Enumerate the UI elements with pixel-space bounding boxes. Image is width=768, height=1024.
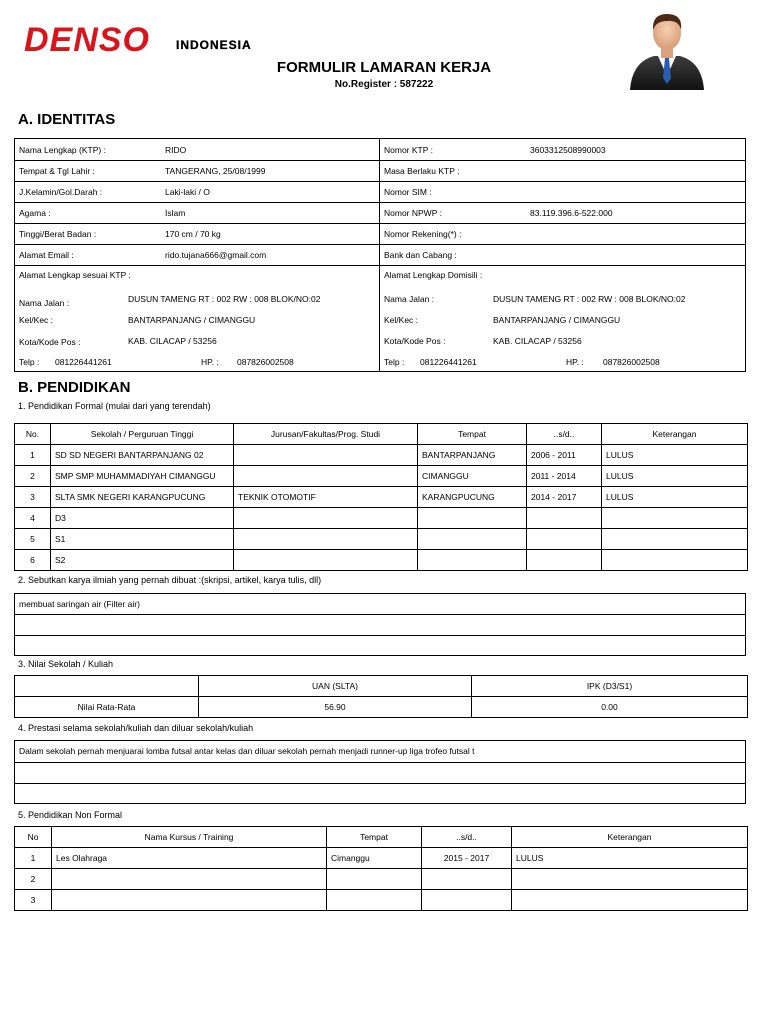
nilai-table — [14, 675, 748, 718]
identitas-label: Nama Lengkap (KTP) : — [19, 145, 106, 155]
karya-text: membuat saringan air (Filter air) — [19, 599, 140, 609]
table-cell — [234, 508, 418, 529]
form-title: FORMULIR LAMARAN KERJA — [276, 59, 492, 76]
table-cell: LULUS — [602, 466, 748, 487]
table-cell: 2006 - 2011 — [527, 445, 602, 466]
ktp-hp-label: HP. : — [201, 357, 219, 367]
table-cell: 5 — [15, 529, 51, 550]
domisili-kota-value: KAB. CILACAP / 53256 — [493, 336, 582, 346]
identitas-box — [14, 138, 746, 372]
identitas-label: Bank dan Cabang : — [384, 250, 457, 260]
table-cell — [527, 508, 602, 529]
identitas-label: Nomor KTP : — [384, 145, 433, 155]
identitas-label: Agama : — [19, 208, 51, 218]
table-header-row — [15, 827, 748, 848]
table-cell: TEKNIK OTOMOTIF — [234, 487, 418, 508]
identitas-label: Nomor NPWP : — [384, 208, 442, 218]
table-cell: LULUS — [602, 445, 748, 466]
domisili-telp-value: 081226441261 — [420, 357, 477, 367]
table-cell: CIMANGGU — [418, 466, 527, 487]
table-row — [15, 697, 748, 718]
table-row — [15, 487, 748, 508]
denso-logo: DENSO — [24, 21, 150, 59]
ktp-telp-label: Telp : — [19, 357, 40, 367]
table-cell — [602, 550, 748, 571]
table-cell — [422, 890, 512, 911]
table-row — [15, 890, 748, 911]
denso-logo-subtitle: INDONESIA — [176, 38, 252, 52]
table-cell — [234, 445, 418, 466]
identitas-value: rido.tujana666@gmail.com — [165, 250, 267, 260]
table-header-cell: No. — [15, 424, 51, 445]
ktp-hp-value: 087826002508 — [237, 357, 294, 367]
domisili-jalan-label: Nama Jalan : — [384, 294, 435, 304]
identitas-value: Islam — [165, 208, 186, 218]
businessman-avatar-icon — [628, 6, 706, 90]
table-header-cell: No — [15, 827, 52, 848]
table-cell: 6 — [15, 550, 51, 571]
prestasi-text: Dalam sekolah pernah menjuarai lomba futsal antar kelas dan diluar sekolah pernah menjadi runner-up liga trofeo futsal t — [19, 746, 475, 756]
table-cell — [234, 550, 418, 571]
table-header-cell: Keterangan — [512, 827, 748, 848]
table-header-cell: IPK (D3/S1) — [472, 676, 748, 697]
table-header-cell: Jurusan/Fakultas/Prog. Studi — [234, 424, 418, 445]
table-cell — [234, 466, 418, 487]
table-cell: BANTARPANJANG — [418, 445, 527, 466]
ktp-telp-value: 081226441261 — [55, 357, 112, 367]
domisili-kel-label: Kel/Kec : — [384, 315, 419, 325]
table-cell — [327, 890, 422, 911]
identitas-value: Laki-laki / O — [165, 187, 210, 197]
identitas-label: Nomor SIM : — [384, 187, 432, 197]
prestasi-box — [14, 740, 746, 804]
identitas-label: Nomor Rekening(*) : — [384, 229, 462, 239]
identitas-row — [15, 202, 745, 224]
nonformal-label: 5. Pendidikan Non Formal — [18, 810, 123, 820]
formal-label: 1. Pendidikan Formal (mulai dari yang terendah) — [18, 401, 211, 411]
table-header-cell: ..s/d.. — [422, 827, 512, 848]
table-cell: LULUS — [512, 848, 748, 869]
identitas-value: RIDO — [165, 145, 187, 155]
identitas-label: Tinggi/Berat Badan : — [19, 229, 97, 239]
domisili-address-heading: Alamat Lengkap Domisili : — [384, 270, 483, 280]
table-cell: Cimanggu — [327, 848, 422, 869]
table-cell — [418, 508, 527, 529]
identitas-row — [15, 160, 745, 182]
karya-box — [14, 593, 746, 656]
nonformal-education-table — [14, 826, 748, 911]
identitas-value: 83.119.396.6-522.000 — [530, 208, 613, 218]
table-cell — [602, 508, 748, 529]
identitas-row — [15, 244, 745, 266]
section-identitas-heading: A. IDENTITAS — [18, 111, 116, 128]
table-cell — [234, 529, 418, 550]
table-header-cell: Tempat — [418, 424, 527, 445]
table-row — [15, 466, 748, 487]
table-cell: 2011 - 2014 — [527, 466, 602, 487]
register-number: No.Register : 587222 — [334, 79, 434, 90]
table-row — [15, 508, 748, 529]
table-header-cell — [15, 676, 199, 697]
table-cell: Nilai Rata-Rata — [15, 697, 199, 718]
table-cell: SD SD NEGERI BANTARPANJANG 02 — [51, 445, 234, 466]
ktp-kota-label: Kota/Kode Pos : — [19, 337, 81, 347]
table-cell — [422, 869, 512, 890]
table-cell: S1 — [51, 529, 234, 550]
table-cell: 3 — [15, 487, 51, 508]
formal-education-table — [14, 423, 748, 571]
table-header-row — [15, 676, 748, 697]
table-cell: LULUS — [602, 487, 748, 508]
table-header-cell: UAN (SLTA) — [199, 676, 472, 697]
ktp-kota-value: KAB. CILACAP / 53256 — [128, 336, 217, 346]
table-cell: 0.00 — [472, 697, 748, 718]
ktp-kel-value: BANTARPANJANG / CIMANGGU — [128, 315, 256, 325]
nilai-label: 3. Nilai Sekolah / Kuliah — [18, 659, 114, 669]
table-cell: 2015 - 2017 — [422, 848, 512, 869]
identitas-value: 170 cm / 70 kg — [165, 229, 221, 239]
identitas-label: J.Kelamin/Gol.Darah : — [19, 187, 103, 197]
table-cell — [418, 550, 527, 571]
identitas-label: Alamat Email : — [19, 250, 74, 260]
table-cell — [527, 550, 602, 571]
table-header-cell: Nama Kursus / Training — [52, 827, 327, 848]
identitas-label: Masa Berlaku KTP : — [384, 166, 460, 176]
table-row — [15, 869, 748, 890]
table-cell: 2014 - 2017 — [527, 487, 602, 508]
table-cell: 1 — [15, 848, 52, 869]
karya-label: 2. Sebutkan karya ilmiah yang pernah dibuat :(skripsi, artikel, karya tulis, dll) — [18, 575, 322, 585]
table-cell — [327, 869, 422, 890]
table-cell — [602, 529, 748, 550]
table-cell: 3 — [15, 890, 52, 911]
identitas-value: 3603312508990003 — [530, 145, 606, 155]
identitas-row — [15, 223, 745, 245]
table-header-cell: Tempat — [327, 827, 422, 848]
table-cell — [527, 529, 602, 550]
identitas-label: Tempat & Tgl Lahir : — [19, 166, 95, 176]
prestasi-label: 4. Prestasi selama sekolah/kuliah dan diluar sekolah/kuliah — [18, 723, 254, 733]
domisili-hp-label: HP. : — [566, 357, 584, 367]
table-cell: SLTA SMK NEGERI KARANGPUCUNG — [51, 487, 234, 508]
domisili-hp-value: 087826002508 — [603, 357, 660, 367]
identitas-value: TANGERANG, 25/08/1999 — [165, 166, 266, 176]
domisili-telp-label: Telp : — [384, 357, 405, 367]
table-cell — [512, 890, 748, 911]
table-header-cell: Keterangan — [602, 424, 748, 445]
table-row — [15, 848, 748, 869]
table-cell: 56.90 — [199, 697, 472, 718]
table-header-cell: ..s/d.. — [527, 424, 602, 445]
ktp-jalan-value: DUSUN TAMENG RT : 002 RW : 008 BLOK/NO:02 — [128, 294, 321, 304]
table-row — [15, 445, 748, 466]
table-cell: 4 — [15, 508, 51, 529]
table-cell — [512, 869, 748, 890]
table-cell — [52, 890, 327, 911]
table-cell: SMP SMP MUHAMMADIYAH CIMANGGU — [51, 466, 234, 487]
ktp-kel-label: Kel/Kec : — [19, 315, 54, 325]
table-cell — [418, 529, 527, 550]
table-cell — [52, 869, 327, 890]
table-cell: Les Olahraga — [52, 848, 327, 869]
identitas-row — [15, 181, 745, 203]
domisili-kota-label: Kota/Kode Pos : — [384, 336, 446, 346]
table-cell: KARANGPUCUNG — [418, 487, 527, 508]
ktp-address-heading: Alamat Lengkap sesuai KTP : — [19, 270, 131, 280]
section-pendidikan-heading: B. PENDIDIKAN — [18, 379, 131, 396]
table-cell: S2 — [51, 550, 234, 571]
identitas-row — [15, 139, 745, 161]
table-header-row — [15, 424, 748, 445]
table-row — [15, 529, 748, 550]
table-row — [15, 550, 748, 571]
ktp-jalan-label: Nama Jalan : — [19, 298, 70, 308]
table-header-cell: Sekolah / Perguruan Tinggi — [51, 424, 234, 445]
domisili-jalan-value: DUSUN TAMENG RT : 002 RW : 008 BLOK/NO:02 — [493, 294, 686, 304]
domisili-kel-value: BANTARPANJANG / CIMANGGU — [493, 315, 621, 325]
table-cell: 2 — [15, 869, 52, 890]
table-cell: D3 — [51, 508, 234, 529]
table-cell: 2 — [15, 466, 51, 487]
table-cell: 1 — [15, 445, 51, 466]
